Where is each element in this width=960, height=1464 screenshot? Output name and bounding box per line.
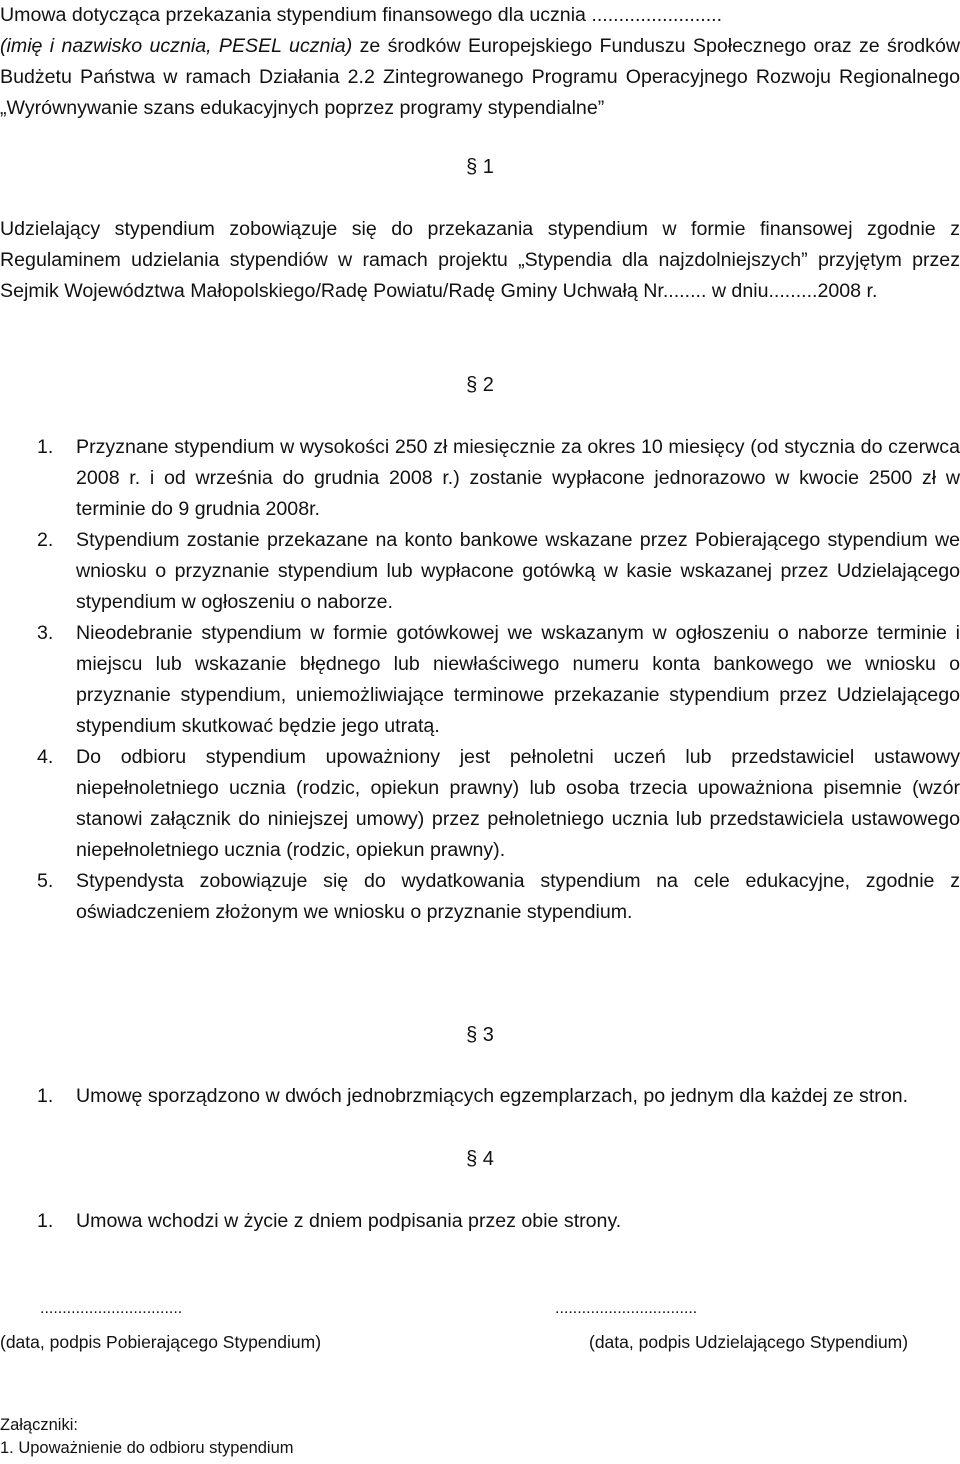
section-3-list (0, 1081, 960, 1112)
signature-line-left: ................................ (40, 1300, 183, 1317)
list-item (0, 525, 960, 618)
list-item-text: Do odbioru stypendium upoważniony jest pełnoletni uczeń lub przedstawiciel ustawowy niepełnoletniego ucznia (rodzic, opiekun prawny) lub osoba trzecia upoważniona pisemnie (wzór stanowi załącznik do niniejszej umowy) przez pełnoletniego ucznia lub przedstawiciela ustawowego niepełnoletniego ucznia (rodzic, opiekun prawny). (76, 746, 960, 861)
list-item (0, 742, 960, 866)
list-item (0, 1206, 960, 1237)
section-2-list (0, 432, 960, 928)
document-title (0, 0, 960, 124)
signature-caption-right: (data, podpis Udzielającego Stypendium) (589, 1332, 909, 1352)
title-line: Umowa dotycząca przekazania stypendium finansowego dla ucznia ........................ (0, 4, 723, 26)
section-2-heading: § 2 (466, 374, 494, 396)
title-continuation: ze środków Europejskiego Funduszu Społecznego oraz ze środków Budżetu Państwa w ramach Działania 2.2 Zintegrowanego Programu Operacyjnego Rozwoju Regionalnego „Wyrównywanie szans edukacyjnych poprzez programy stypendialne” (0, 35, 960, 119)
list-item-number: 2. (37, 529, 54, 551)
section-4-list (0, 1206, 960, 1237)
list-item (0, 618, 960, 742)
list-item (0, 1081, 960, 1112)
section-1-paragraph: Udzielający stypendium zobowiązuje się do przekazania stypendium w formie finansowej zgodnie z Regulaminem udzielania stypendiów w ramach projektu „Stypendia dla najzdolniejszych” przyjętym przez Sejmik Województwa Małopolskiego/Radę Powiatu/Radę Gminy Uchwałą Nr........ w dniu.........2008 r. (0, 218, 960, 302)
list-item-text: Umowę sporządzono w dwóch jednobrzmiących egzemplarzach, po jednym dla każdej ze stron. (76, 1085, 909, 1107)
attachments-heading: Załączniki: (0, 1416, 78, 1434)
signature-line-right: ................................ (555, 1300, 698, 1317)
list-item-number: 3. (37, 622, 54, 644)
section-1-heading: § 1 (466, 156, 494, 178)
list-item-number: 1. (37, 1210, 54, 1232)
list-item-text: Umowa wchodzi w życie z dniem podpisania przez obie strony. (76, 1210, 622, 1232)
signature-caption-left: (data, podpis Pobierającego Stypendium) (0, 1332, 322, 1352)
list-item-number: 1. (37, 1085, 54, 1107)
list-item-text: Przyznane stypendium w wysokości 250 zł miesięcznie za okres 10 miesięcy (od stycznia do czerwca 2008 r. i od września do grudnia 2008 r.) zostanie wypłacone jednorazowo w kwocie 2500 zł w terminie do 9 grudnia 2008r. (76, 436, 960, 520)
section-4-heading: § 4 (466, 1148, 494, 1170)
title-italic-note: (imię i nazwisko ucznia, PESEL ucznia) (0, 35, 353, 57)
list-item (0, 432, 960, 525)
list-item-text: Stypendysta zobowiązuje się do wydatkowania stypendium na cele edukacyjne, zgodnie z oświadczeniem złożonym we wniosku o przyznanie stypendium. (76, 870, 960, 923)
list-item-text: Stypendium zostanie przekazane na konto bankowe wskazane przez Pobierającego stypendium we wniosku o przyznanie stypendium lub wypłacone gotówką w kasie wskazanej przez Udzielającego stypendium w ogłoszeniu o naborze. (76, 529, 960, 613)
section-3-heading: § 3 (466, 1024, 494, 1046)
list-item-number: 1. (37, 436, 54, 458)
attachment-item: 1. Upoważnienie do odbioru stypendium (0, 1439, 294, 1457)
list-item-number: 5. (37, 870, 54, 892)
list-item-text: Nieodebranie stypendium w formie gotówkowej we wskazanym w ogłoszeniu o naborze terminie i miejscu lub wskazanie błędnego lub niewłaściwego numeru konta bankowego we wniosku o przyznanie stypendium, uniemożliwiające terminowe przekazanie stypendium przez Udzielającego stypendium skutkować będzie jego utratą. (76, 622, 960, 737)
list-item-number: 4. (37, 746, 54, 768)
list-item (0, 866, 960, 928)
